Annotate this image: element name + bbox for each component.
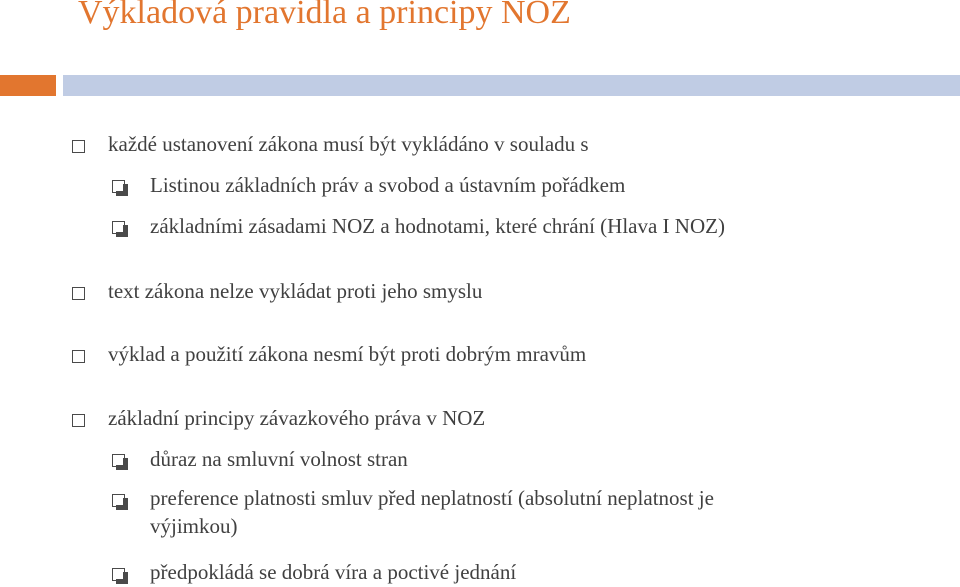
square-sub-bullet-icon: [112, 494, 125, 507]
square-sub-bullet-icon: [112, 454, 125, 467]
sub-bullet-item-continuation: výjimkou): [150, 514, 238, 538]
accent-bar-orange: [0, 75, 56, 96]
bullet-item: každé ustanovení zákona musí být vykládáno v souladu s: [108, 132, 589, 156]
square-bullet-icon: [72, 140, 85, 153]
sub-bullet-item: Listinou základních práv a svobod a ústavním pořádkem: [150, 173, 626, 197]
sub-bullet-item: preference platnosti smluv před neplatností (absolutní neplatnost je: [150, 486, 714, 510]
square-sub-bullet-icon: [112, 568, 125, 581]
square-bullet-icon: [72, 414, 85, 427]
accent-bar-blue: [63, 75, 960, 96]
square-bullet-icon: [72, 287, 85, 300]
square-sub-bullet-icon: [112, 180, 125, 193]
sub-bullet-item: důraz na smluvní volnost stran: [150, 447, 408, 471]
bullet-item: základní principy závazkového práva v NOZ: [108, 406, 486, 430]
sub-bullet-item: předpokládá se dobrá víra a poctivé jednání: [150, 560, 517, 584]
square-bullet-icon: [72, 350, 85, 363]
slide-title: Výkladová pravidla a principy NOZ: [78, 0, 571, 31]
bullet-item: text zákona nelze vykládat proti jeho smyslu: [108, 279, 483, 303]
square-sub-bullet-icon: [112, 221, 125, 234]
bullet-item: výklad a použití zákona nesmí být proti dobrým mravům: [108, 342, 587, 366]
sub-bullet-item: základními zásadami NOZ a hodnotami, které chrání (Hlava I NOZ): [150, 214, 725, 238]
